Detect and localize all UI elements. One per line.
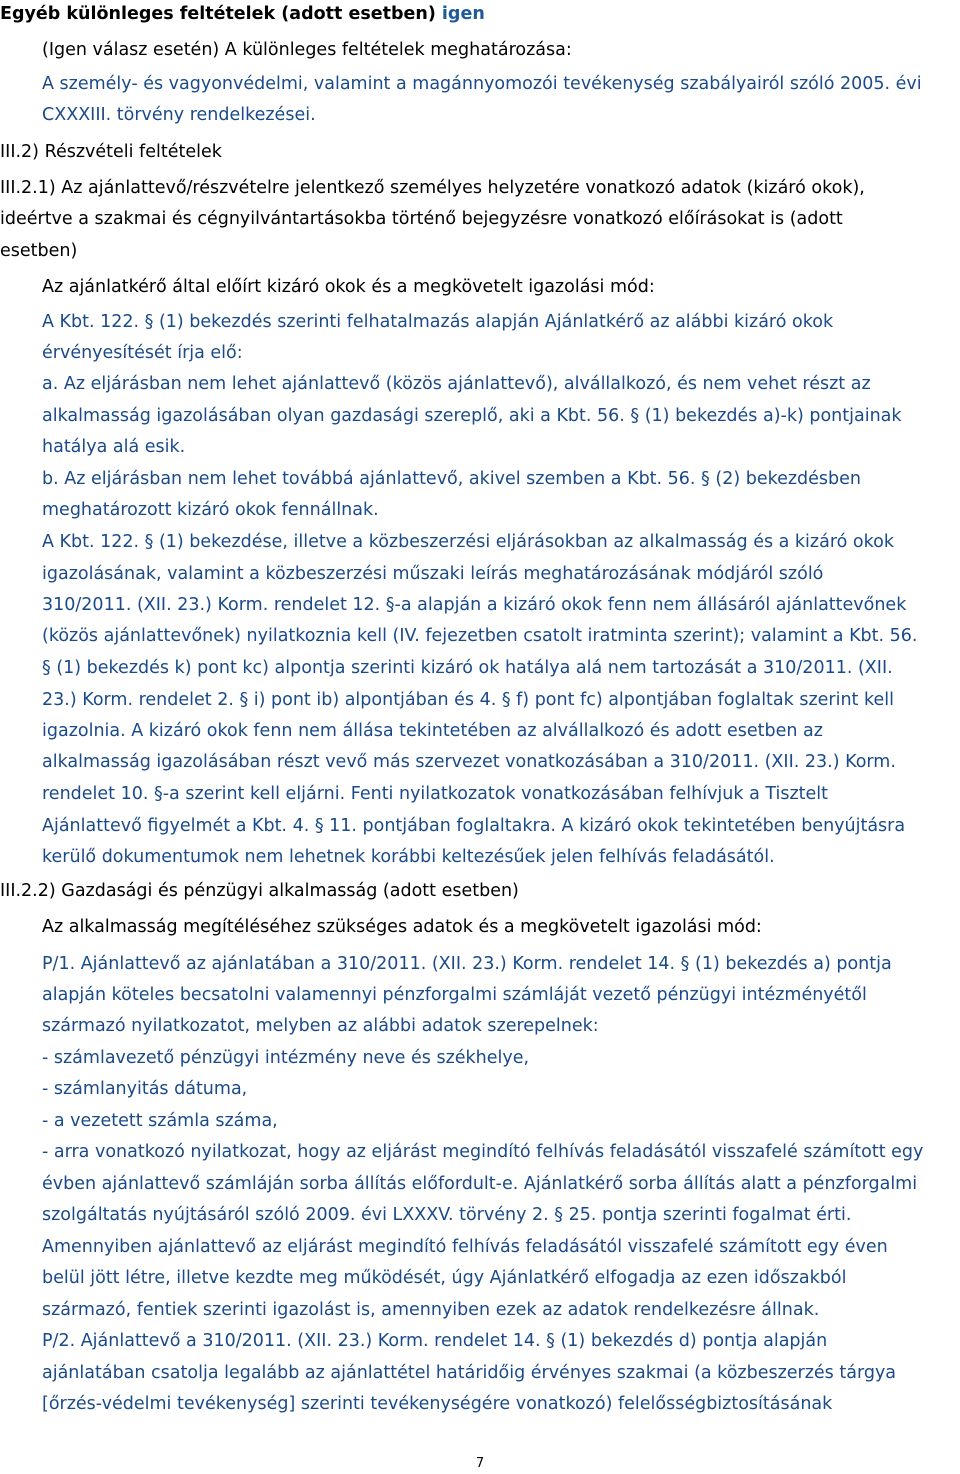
text-line: rendelet 10. §-a szerint kell eljárni. Fenti nyilatkozatok vonatkozásában felhívjuk a Tisztelt [42,784,829,804]
text-line: Amennyiben ajánlattevő az eljárást megindító felhívás feladásától visszafelé számított egy éven [42,1237,888,1257]
section-heading-personal-situation: III.2.1) Az ajánlattevő/részvételre jelentkező személyes helyzetére vonatkozó adatok (kizáró okok), [0,178,865,198]
special-conditions-heading [0,3,485,25]
text-line: - arra vonatkozó nyilatkozat, hogy az eljárást megindító felhívás feladásától visszafelé számított egy [42,1142,924,1162]
section-heading-economic-financial: III.2.2) Gazdasági és pénzügyi alkalmasság (adott esetben) [0,881,519,901]
text-line: § (1) bekezdés k) pont kc) alpontja szerinti kizáró ok hatálya alá nem tartozását a 310/2011. (XII. [42,658,893,678]
text-line: [őrzés-védelmi tevékenység] szerinti tevékenységére vonatkozó) felelősségbiztosításának [42,1394,833,1414]
text-line: a. Az eljárásban nem lehet ajánlattevő (közös ajánlattevő), alvállalkozó, és nem vehet részt az [42,374,871,394]
text-line: (közös ajánlattevőnek) nyilatkoznia kell (IV. fejezetben csatolt iratminta szerint); valamint a Kbt. 56. [42,626,918,646]
text-line: b. Az eljárásban nem lehet továbbá ajánlattevő, akivel szemben a Kbt. 56. § (2) bekezdésben [42,469,862,489]
text-line: származó, fentiek szerinti igazolást is, amennyiben ezek az adatok rendelkezésre állnak. [42,1300,820,1320]
text-line: évben ajánlattevő számláján sorba állítás előfordult-e. Ajánlatkérő sorba állítás alatt a pénzforgalmi [42,1174,918,1194]
text-line: P/2. Ajánlattevő a 310/2011. (XII. 23.) Korm. rendelet 14. § (1) bekezdés d) pontja alapján [42,1331,828,1351]
exclusion-grounds-label: Az ajánlatkérő által előírt kizáró okok és a megkövetelt igazolási mód: [42,277,655,297]
text-line: belül jött létre, illetve kezdte meg működését, úgy Ajánlatkérő elfogadja az ezen időszakból [42,1268,847,1288]
text-line: - számlavezető pénzügyi intézmény neve és székhelye, [42,1048,530,1068]
text-line: A Kbt. 122. § (1) bekezdés szerinti felhatalmazás alapján Ajánlatkérő az alábbi kizáró okok [42,312,834,332]
special-conditions-label: Egyéb különleges feltételek (adott esetben) [0,4,436,24]
special-conditions-text: CXXXIII. törvény rendelkezései. [42,105,316,125]
page-number: 7 [475,1456,485,1471]
suitability-label: Az alkalmasság megítéléséhez szükséges adatok és a megkövetelt igazolási mód: [42,917,762,937]
text-line: Ajánlattevő figyelmét a Kbt. 4. § 11. pontjában foglaltakra. A kizáró okok tekintetében benyújtásra [42,816,906,836]
text-line: érvényesítését írja elő: [42,343,243,363]
text-line: igazolnia. A kizáró okok fenn nem állása tekintetében az alvállalkozó és adott esetben az [42,721,823,741]
text-line: ajánlatában csatolja legalább az ajánlattétel határidőig érvényes szakmai (a közbeszerzés tárgya [42,1363,897,1383]
section-heading-personal-situation: esetben) [0,241,78,261]
text-line: alkalmasság igazolásában olyan gazdasági szereplő, aki a Kbt. 56. § (1) bekezdés a)-k) pontjainak [42,406,902,426]
text-line: 310/2011. (XII. 23.) Korm. rendelet 12. §-a alapján a kizáró okok fenn nem állásáról ajánlattevőnek [42,595,907,615]
text-line: alkalmasság igazolásában részt vevő más szervezet vonatkozásában a 310/2011. (XII. 23.) Korm. [42,752,896,772]
text-line: szolgáltatás nyújtásáról szóló 2009. évi LXXXV. törvény 2. § 25. pontja szerinti fogalmat érti. [42,1205,852,1225]
text-line: származó nyilatkozatot, melyben az alábbi adatok szerepelnek: [42,1016,599,1036]
text-line: hatálya alá esik. [42,437,186,457]
text-line: - a vezetett számla száma, [42,1111,278,1131]
section-heading-personal-situation: ideértve a szakmai és cégnyilvántartásokba történő bejegyzésre vonatkozó előírásokat is (adott [0,209,843,229]
text-line: - számlanyitás dátuma, [42,1079,248,1099]
text-line: alapján köteles becsatolni valamennyi pénzforgalmi számláját vezető pénzügyi intézményétől [42,985,867,1005]
text-line: igazolásának, valamint a közbeszerzési műszaki leírás meghatározásának módjáról szóló [42,564,824,584]
special-conditions-intro: (Igen válasz esetén) A különleges feltételek meghatározása: [42,40,572,60]
special-conditions-text: A személy- és vagyonvédelmi, valamint a magánnyomozói tevékenység szabályairól szóló 2005. évi [42,74,922,94]
text-line: kerülő dokumentumok nem lehetnek korábbi keltezésűek jelen felhívás feladásától. [42,847,775,867]
special-conditions-answer: igen [441,4,485,24]
text-line: 23.) Korm. rendelet 2. § i) pont ib) alpontjában és 4. § f) pont fc) alpontjában foglaltak szerint kell [42,690,894,710]
text-line: P/1. Ajánlattevő az ajánlatában a 310/2011. (XII. 23.) Korm. rendelet 14. § (1) bekezdés a) pontja [42,954,892,974]
text-line: A Kbt. 122. § (1) bekezdése, illetve a közbeszerzési eljárásokban az alkalmasság és a kizáró okok [42,532,894,552]
section-heading-participation: III.2) Részvételi feltételek [0,142,222,162]
text-line: meghatározott kizáró okok fennállnak. [42,500,379,520]
